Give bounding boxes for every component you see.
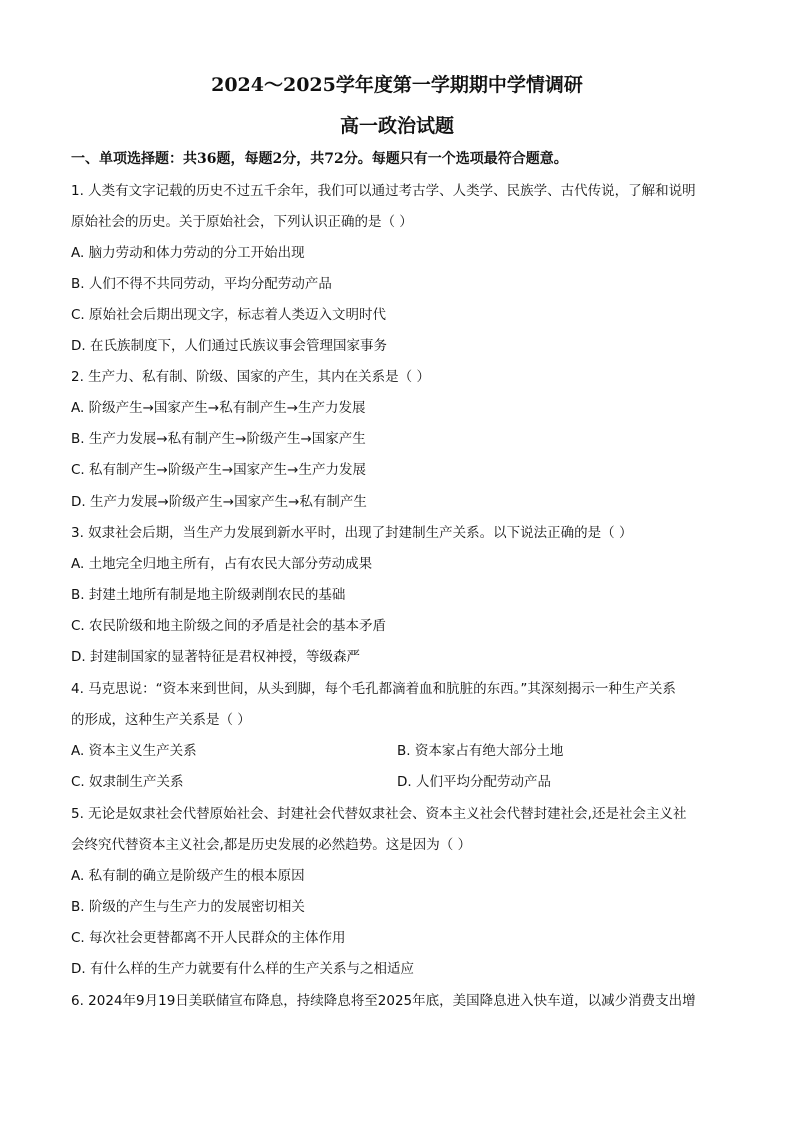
question-1-option-c: C. 原始社会后期出现文字，标志着人类迈入文明时代 bbox=[71, 307, 387, 323]
question-1-stem-line1: 1. 人类有文字记载的历史不过五千余年，我们可以通过考古学、人类学、民族学、古代传说，了解和说明 bbox=[71, 183, 696, 199]
question-4-stem-line2: 的形成，这种生产关系是（ ） bbox=[71, 712, 251, 728]
question-2-option-d: D. 生产力发展→阶级产生→国家产生→私有制产生 bbox=[71, 494, 367, 510]
question-4-option-d: D. 人们平均分配劳动产品 bbox=[397, 774, 551, 790]
question-5-stem-line1: 5. 无论是奴隶社会代替原始社会、封建社会代替奴隶社会、资本主义社会代替封建社会,还是社会主义社 bbox=[71, 806, 687, 822]
question-3-option-c: C. 农民阶级和地主阶级之间的矛盾是社会的基本矛盾 bbox=[71, 618, 387, 634]
question-1-option-d: D. 在氏族制度下，人们通过氏族议事会管理国家事务 bbox=[71, 338, 387, 354]
question-3-option-d: D. 封建制国家的显著特征是君权神授，等级森严 bbox=[71, 649, 360, 665]
question-1-option-a: A. 脑力劳动和体力劳动的分工开始出现 bbox=[71, 245, 305, 261]
question-4-option-c: C. 奴隶制生产关系 bbox=[71, 774, 184, 790]
question-4-stem-line1: 4. 马克思说：“资本来到世间，从头到脚，每个毛孔都滴着血和肮脏的东西。”其深刻揭示一种生产关系 bbox=[71, 681, 676, 697]
question-5-option-a: A. 私有制的确立是阶级产生的根本原因 bbox=[71, 868, 305, 884]
question-3-stem: 3. 奴隶社会后期，当生产力发展到新水平时，出现了封建制生产关系。以下说法正确的是（ ） bbox=[71, 525, 633, 541]
question-2-option-a: A. 阶级产生→国家产生→私有制产生→生产力发展 bbox=[71, 400, 366, 416]
question-2-option-c: C. 私有制产生→阶级产生→国家产生→生产力发展 bbox=[71, 462, 366, 478]
question-2-option-b: B. 生产力发展→私有制产生→阶级产生→国家产生 bbox=[71, 431, 366, 447]
question-2-stem: 2. 生产力、私有制、阶级、国家的产生，其内在关系是（ ） bbox=[71, 369, 430, 385]
question-6-stem-line1: 6. 2024年9月19日美联储宣布降息，持续降息将至2025年底，美国降息进入快车道，以减少消费支出增 bbox=[71, 993, 696, 1009]
question-3-option-a: A. 土地完全归地主所有，占有农民大部分劳动成果 bbox=[71, 556, 373, 572]
question-4-option-a: A. 资本主义生产关系 bbox=[71, 743, 197, 759]
question-3-option-b: B. 封建土地所有制是地主阶级剥削农民的基础 bbox=[71, 587, 346, 603]
question-5-option-d: D. 有什么样的生产力就要有什么样的生产关系与之相适应 bbox=[71, 961, 414, 977]
exam-title: 2024～2025学年度第一学期期中学情调研 bbox=[211, 74, 583, 96]
section-heading: 一、单项选择题：共36题，每题2分，共72分。每题只有一个选项最符合题意。 bbox=[71, 151, 568, 167]
question-4-option-b: B. 资本家占有绝大部分土地 bbox=[397, 743, 564, 759]
question-1-option-b: B. 人们不得不共同劳动，平均分配劳动产品 bbox=[71, 276, 332, 292]
question-1-stem-line2: 原始社会的历史。关于原始社会，下列认识正确的是（ ） bbox=[71, 214, 413, 230]
question-5-option-b: B. 阶级的产生与生产力的发展密切相关 bbox=[71, 899, 305, 915]
question-5-option-c: C. 每次社会更替都离不开人民群众的主体作用 bbox=[71, 930, 346, 946]
question-5-stem-line2: 会终究代替资本主义社会,都是历史发展的必然趋势。这是因为（ ） bbox=[71, 837, 472, 853]
exam-subtitle: 高一政治试题 bbox=[339, 115, 454, 137]
